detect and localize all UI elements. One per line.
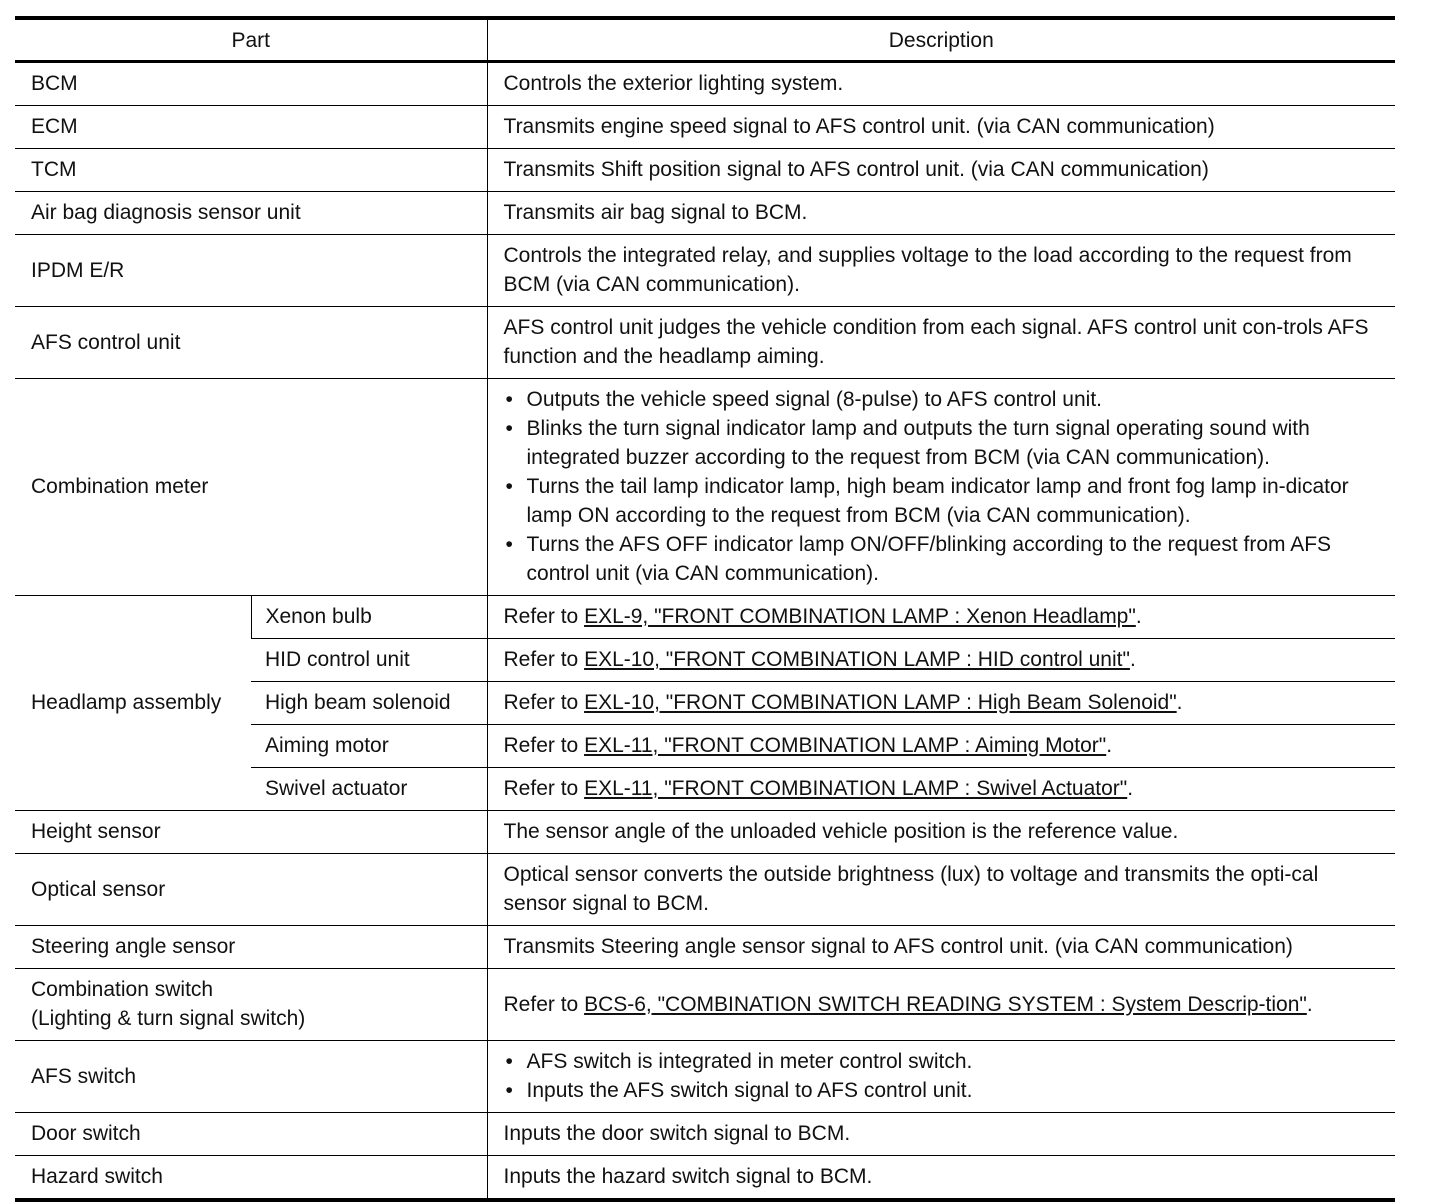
description-cell (487, 1041, 1395, 1113)
table-row (15, 854, 1395, 926)
header-part: Part (15, 18, 487, 62)
refer-prefix: Refer to (503, 992, 585, 1016)
part-cell: AFS control unit (15, 307, 487, 379)
description-cell (487, 379, 1395, 596)
description-cell (487, 969, 1395, 1041)
bullet-list (504, 1047, 1380, 1105)
description-cell: Transmits Shift position signal to AFS control unit. (via CAN communication) (487, 149, 1395, 192)
description-cell: Inputs the door switch signal to BCM. (487, 1113, 1395, 1156)
description-cell (487, 682, 1395, 725)
table-row (15, 307, 1395, 379)
bullet-item: • Blinks the turn signal indicator lamp and outputs the turn signal operating sound with integrated buzzer according to the request from BCM (via CAN communication). (504, 414, 1380, 472)
part-cell (15, 969, 487, 1041)
refer-prefix: Refer to (503, 605, 585, 628)
refer-prefix: Refer to (503, 691, 585, 714)
part-cell: BCM (15, 62, 487, 106)
bullet-item: • AFS switch is integrated in meter control switch. (504, 1047, 1380, 1076)
refer-prefix: Refer to (503, 734, 585, 757)
reference-link[interactable]: EXL-10, "FRONT COMBINATION LAMP : HID control unit" (584, 648, 1130, 671)
refer-prefix: Refer to (503, 777, 585, 800)
table-row (15, 235, 1395, 307)
table-row (15, 62, 1395, 106)
part-cell: Hazard switch (15, 1156, 487, 1201)
part-cell: Air bag diagnosis sensor unit (15, 192, 487, 235)
description-cell: Optical sensor converts the outside brightness (lux) to voltage and transmits the opti-cal sensor signal to BCM. (487, 854, 1395, 926)
description-cell: Transmits air bag signal to BCM. (487, 192, 1395, 235)
reference-link[interactable]: EXL-9, "FRONT COMBINATION LAMP : Xenon Headlamp" (584, 605, 1136, 628)
part-cell: IPDM E/R (15, 235, 487, 307)
bullet-item: • Outputs the vehicle speed signal (8-pulse) to AFS control unit. (504, 385, 1380, 414)
part-cell: ECM (15, 106, 487, 149)
table-row (15, 192, 1395, 235)
part-cell: Steering angle sensor (15, 926, 487, 969)
refer-suffix: . (1135, 605, 1142, 628)
refer-suffix: . (1106, 734, 1113, 757)
table-row (15, 926, 1395, 969)
part-cell: Height sensor (15, 811, 487, 854)
table-row (15, 379, 1395, 596)
description-cell: The sensor angle of the unloaded vehicle position is the reference value. (487, 811, 1395, 854)
refer-suffix: . (1129, 648, 1136, 671)
table-header-row (15, 18, 1395, 62)
part-cell: Headlamp assembly (15, 596, 251, 811)
bullet-list (504, 385, 1380, 588)
part-cell: AFS switch (15, 1041, 487, 1113)
description-cell: Controls the integrated relay, and supplies voltage to the load according to the request from BCM (via CAN communication). (487, 235, 1395, 307)
description-cell: Transmits engine speed signal to AFS control unit. (via CAN communication) (487, 106, 1395, 149)
parts-table (15, 16, 1395, 1202)
subpart-cell: Swivel actuator (251, 768, 487, 811)
description-cell (487, 639, 1395, 682)
description-cell: AFS control unit judges the vehicle condition from each signal. AFS control unit con-trols AFS function and the headlamp aiming. (487, 307, 1395, 379)
bullet-item: • Turns the AFS OFF indicator lamp ON/OFF/blinking according to the request from AFS control unit (via CAN communication). (504, 530, 1380, 588)
refer-suffix: . (1127, 777, 1134, 800)
table-row (15, 811, 1395, 854)
description-cell: Controls the exterior lighting system. (487, 62, 1395, 106)
description-cell (487, 725, 1395, 768)
part-cell: Door switch (15, 1113, 487, 1156)
bullet-item: • Inputs the AFS switch signal to AFS control unit. (504, 1076, 1380, 1105)
part-line: Combination switch (31, 978, 214, 1001)
reference-link[interactable]: EXL-11, "FRONT COMBINATION LAMP : Swivel Actuator" (584, 777, 1128, 800)
subpart-cell: Aiming motor (251, 725, 487, 768)
subpart-cell: High beam solenoid (251, 682, 487, 725)
refer-suffix: . (1306, 992, 1313, 1016)
part-cell: TCM (15, 149, 487, 192)
part-line: (Lighting & turn signal switch) (31, 1007, 306, 1030)
subpart-cell: Xenon bulb (251, 596, 487, 639)
table-row (15, 969, 1395, 1041)
subpart-cell: HID control unit (251, 639, 487, 682)
table-row (15, 1041, 1395, 1113)
table-row (15, 596, 1395, 639)
table-row (15, 106, 1395, 149)
description-cell (487, 768, 1395, 811)
reference-link[interactable]: BCS-6, "COMBINATION SWITCH READING SYSTEM : System Descrip-tion" (584, 992, 1307, 1016)
reference-link[interactable]: EXL-10, "FRONT COMBINATION LAMP : High Beam Solenoid" (584, 691, 1177, 714)
part-cell: Optical sensor (15, 854, 487, 926)
part-cell: Combination meter (15, 379, 487, 596)
reference-link[interactable]: EXL-11, "FRONT COMBINATION LAMP : Aiming Motor" (584, 734, 1107, 757)
table-row (15, 1156, 1395, 1201)
refer-prefix: Refer to (503, 648, 585, 671)
description-cell: Inputs the hazard switch signal to BCM. (487, 1156, 1395, 1201)
header-description: Description (487, 18, 1395, 62)
table-row (15, 149, 1395, 192)
description-cell: Transmits Steering angle sensor signal to AFS control unit. (via CAN communication) (487, 926, 1395, 969)
refer-suffix: . (1176, 691, 1183, 714)
description-cell (487, 596, 1395, 639)
bullet-item: • Turns the tail lamp indicator lamp, high beam indicator lamp and front fog lamp in-dicator lamp ON according to the request from BCM (via CAN communication). (504, 472, 1380, 530)
table-row (15, 1113, 1395, 1156)
